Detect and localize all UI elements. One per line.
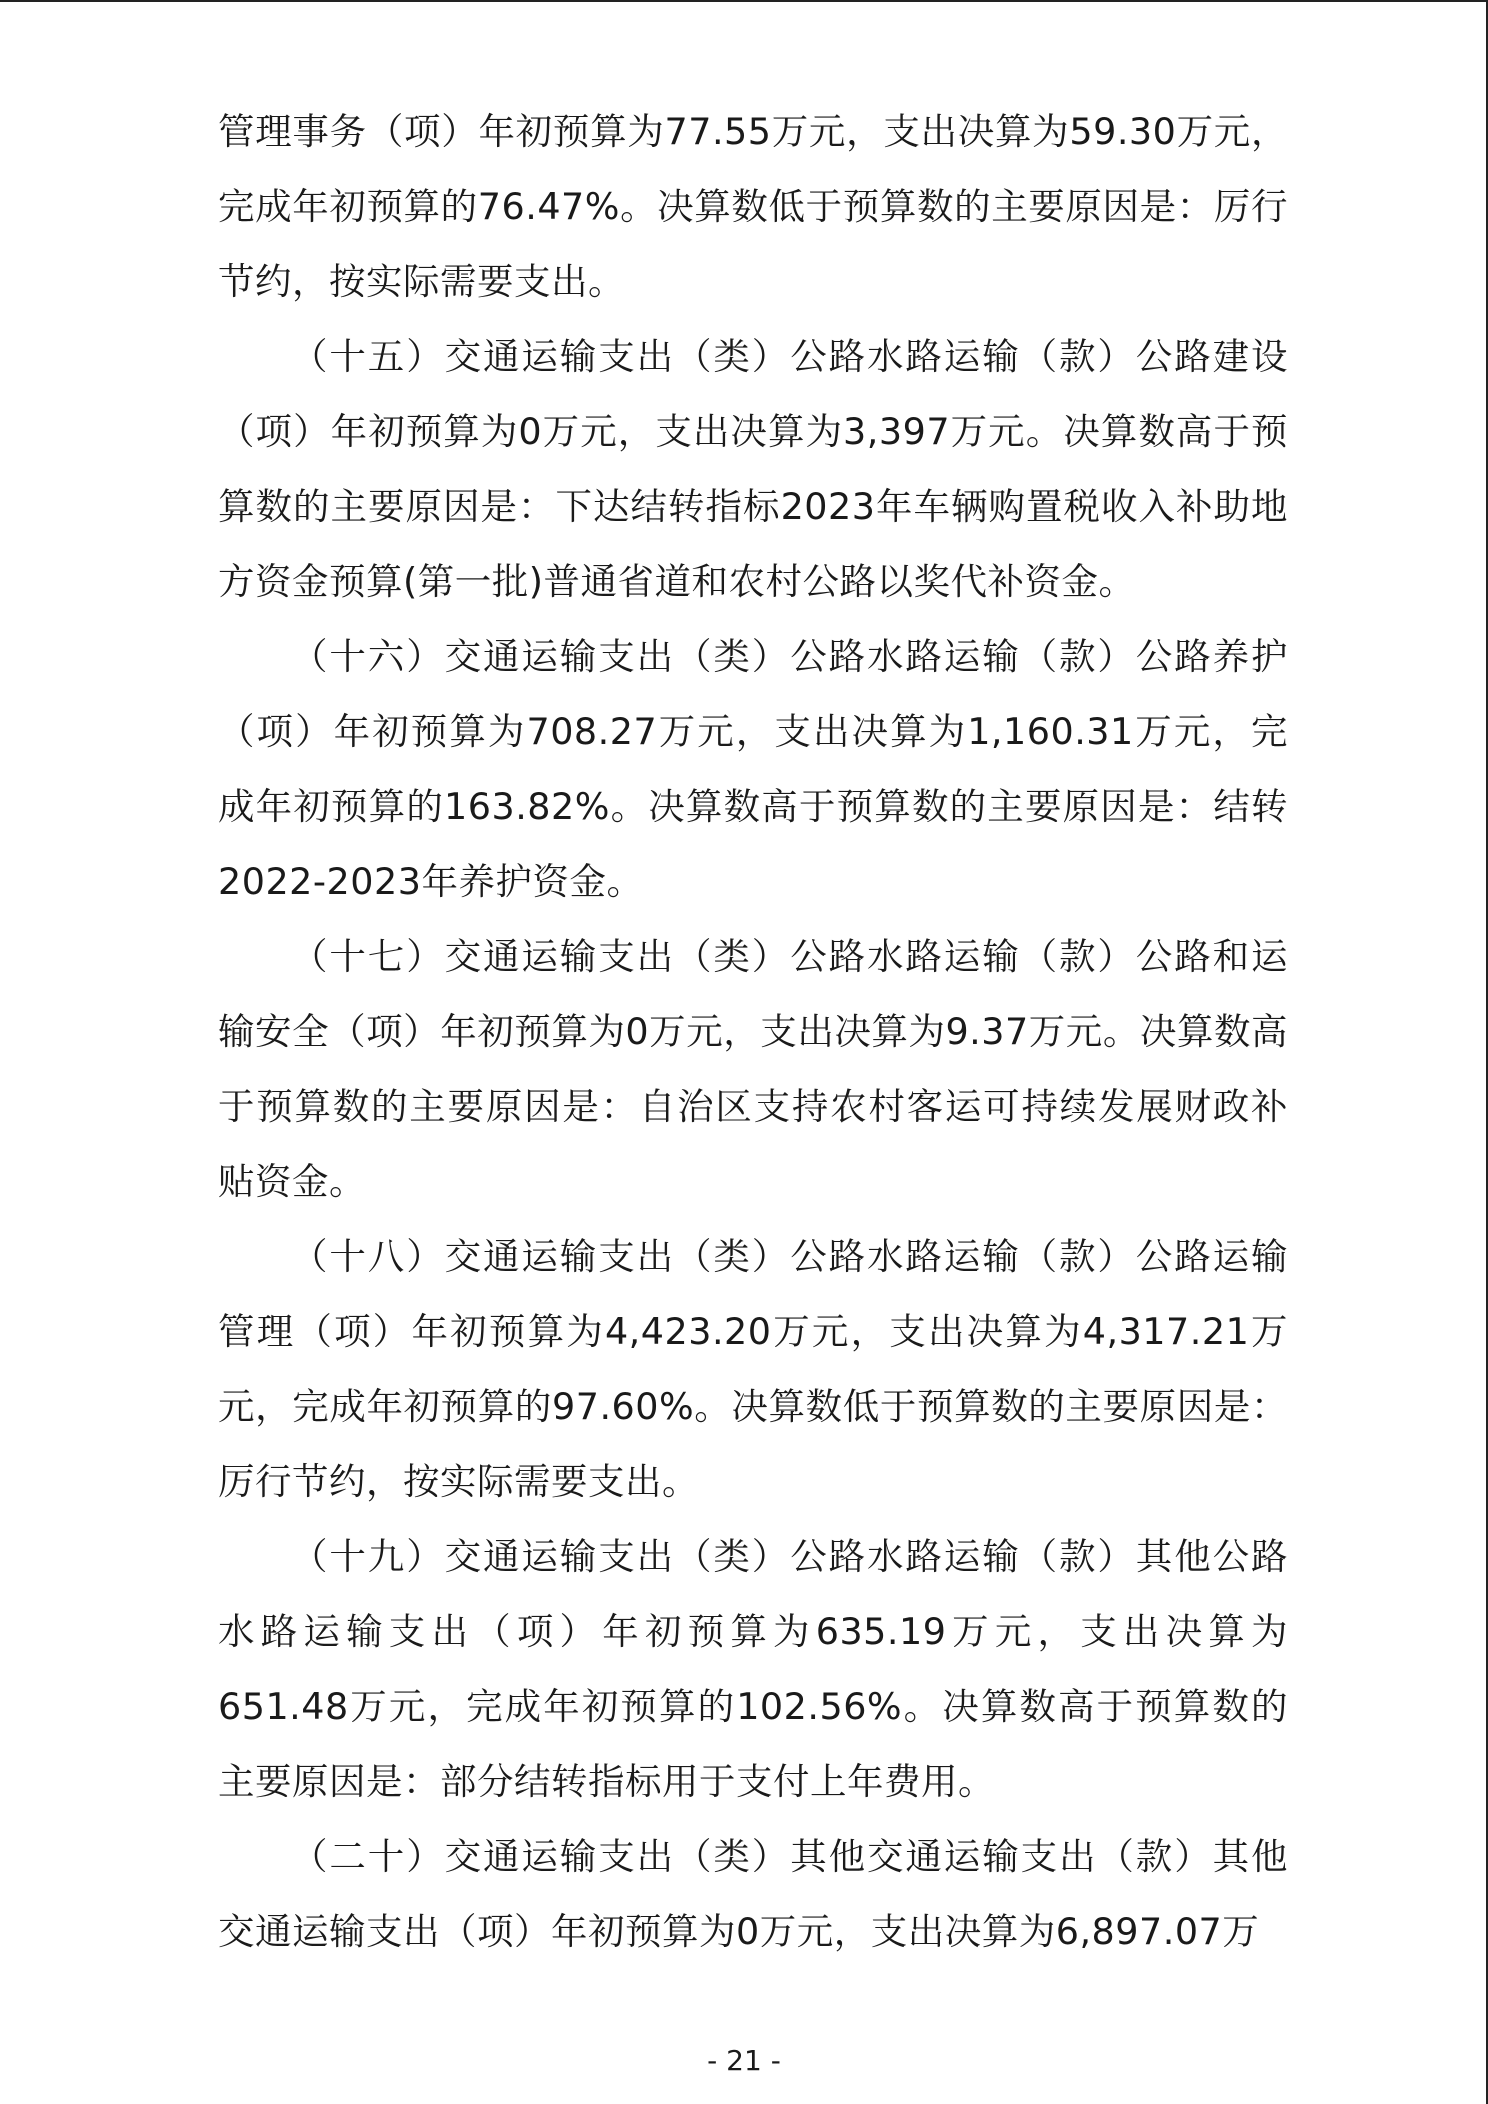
paragraph: （十五）交通运输支出（类）公路水路运输（款）公路建设（项）年初预算为0万元，支出决算为3,397万元。决算数高于预算数的主要原因是：下达结转指标2023年车辆购置税收入补助地方资金预算(第一批)普通省道和农村公路以奖代补资金。 bbox=[218, 335, 1288, 603]
paragraph: （十九）交通运输支出（类）公路水路运输（款）其他公路水路运输支出（项）年初预算为635.19万元，支出决算为651.48万元，完成年初预算的102.56%。决算数高于预算数的主要原因是：部分结转指标用于支付上年费用。 bbox=[218, 1535, 1288, 1803]
paragraph: （十八）交通运输支出（类）公路水路运输（款）公路运输管理（项）年初预算为4,423.20万元，支出决算为4,317.21万元，完成年初预算的97.60%。决算数低于预算数的主要原因是：厉行节约，按实际需要支出。 bbox=[218, 1235, 1288, 1503]
page-number: - 21 - bbox=[707, 2044, 781, 2077]
paragraph: （十六）交通运输支出（类）公路水路运输（款）公路养护（项）年初预算为708.27万元，支出决算为1,160.31万元，完成年初预算的163.82%。决算数高于预算数的主要原因是：结转2022-2023年养护资金。 bbox=[218, 635, 1288, 903]
paragraph: 管理事务（项）年初预算为77.55万元，支出决算为59.30万元，完成年初预算的76.47%。决算数低于预算数的主要原因是：厉行节约，按实际需要支出。 bbox=[218, 110, 1288, 303]
paragraph: （二十）交通运输支出（类）其他交通运输支出（款）其他交通运输支出（项）年初预算为0万元，支出决算为6,897.07万 bbox=[218, 1835, 1288, 1953]
paragraph: （十七）交通运输支出（类）公路水路运输（款）公路和运输安全（项）年初预算为0万元，支出决算为9.37万元。决算数高于预算数的主要原因是：自治区支持农村客运可持续发展财政补贴资金。 bbox=[218, 935, 1288, 1203]
body-text bbox=[218, 94, 1288, 1969]
